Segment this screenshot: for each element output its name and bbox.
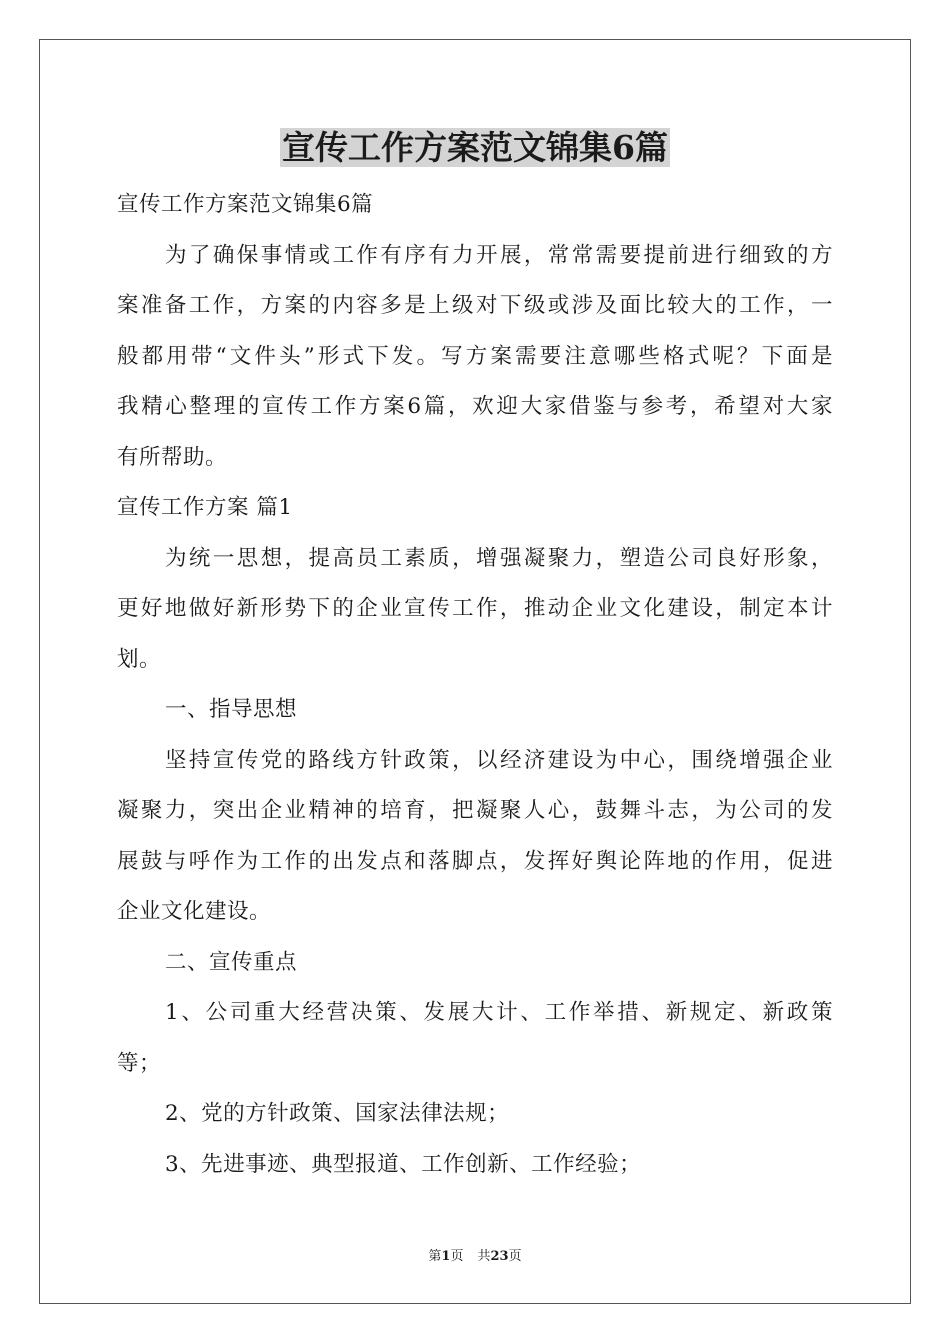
paragraph-line: 更好地做好新形势下的企业宣传工作，推动企业文化建设，制定本计: [117, 596, 833, 621]
document-title: [0, 126, 950, 170]
paragraph-line: 划。: [117, 646, 162, 672]
paragraph-line: 有所帮助。: [117, 444, 228, 470]
page-number: 1: [441, 1249, 451, 1264]
total-label-prefix: 共: [477, 1249, 491, 1264]
section-heading: 宣传工作方案 篇1: [117, 495, 293, 520]
paragraph-line: 宣传工作方案范文锦集6篇: [117, 192, 374, 217]
page-label-prefix: 第: [428, 1249, 442, 1264]
paragraph-line: 为了确保事情或工作有序有力开展，常常需要提前进行细致的方: [165, 242, 833, 268]
paragraph-line: 般都用带“文件头”形式下发。写方案需要注意哪些格式呢？下面是: [117, 343, 833, 369]
document-title-text: 宣传工作方案范文锦集6篇: [282, 128, 668, 167]
total-label-suffix: 页: [508, 1249, 522, 1264]
page-label-suffix: 页: [450, 1249, 464, 1264]
subheading: 一、指导思想: [165, 697, 298, 722]
paragraph-line: 坚持宣传党的路线方针政策，以经济建设为中心，围绕增强企业: [165, 747, 833, 773]
paragraph-line: 展鼓与呼作为工作的出发点和落脚点，发挥好舆论阵地的作用，促进: [117, 848, 833, 874]
paragraph-line: 我精心整理的宣传工作方案6篇，欢迎大家借鉴与参考，希望对大家: [117, 394, 833, 419]
list-item: 1、公司重大经营决策、发展大计、工作举措、新规定、新政策: [165, 1000, 833, 1025]
page-footer: [0, 1248, 950, 1266]
paragraph-line: 企业文化建设。: [117, 899, 272, 924]
paragraph-line: 凝聚力，突出企业精神的培育，把凝聚人心，鼓舞斗志，为公司的发: [117, 798, 833, 823]
subheading: 二、宣传重点: [165, 949, 298, 975]
list-item: 3、先进事迹、典型报道、工作创新、工作经验；: [165, 1151, 642, 1177]
list-item: 2、党的方针政策、国家法律法规；: [165, 1101, 510, 1126]
total-pages: 23: [490, 1249, 509, 1264]
paragraph-line: 为统一思想，提高员工素质，增强凝聚力，塑造公司良好形象，: [165, 545, 833, 571]
document-body: [117, 180, 833, 1190]
list-item: 等；: [117, 1050, 162, 1076]
paragraph-line: 案准备工作，方案的内容多是上级对下级或涉及面比较大的工作，一: [117, 293, 833, 318]
